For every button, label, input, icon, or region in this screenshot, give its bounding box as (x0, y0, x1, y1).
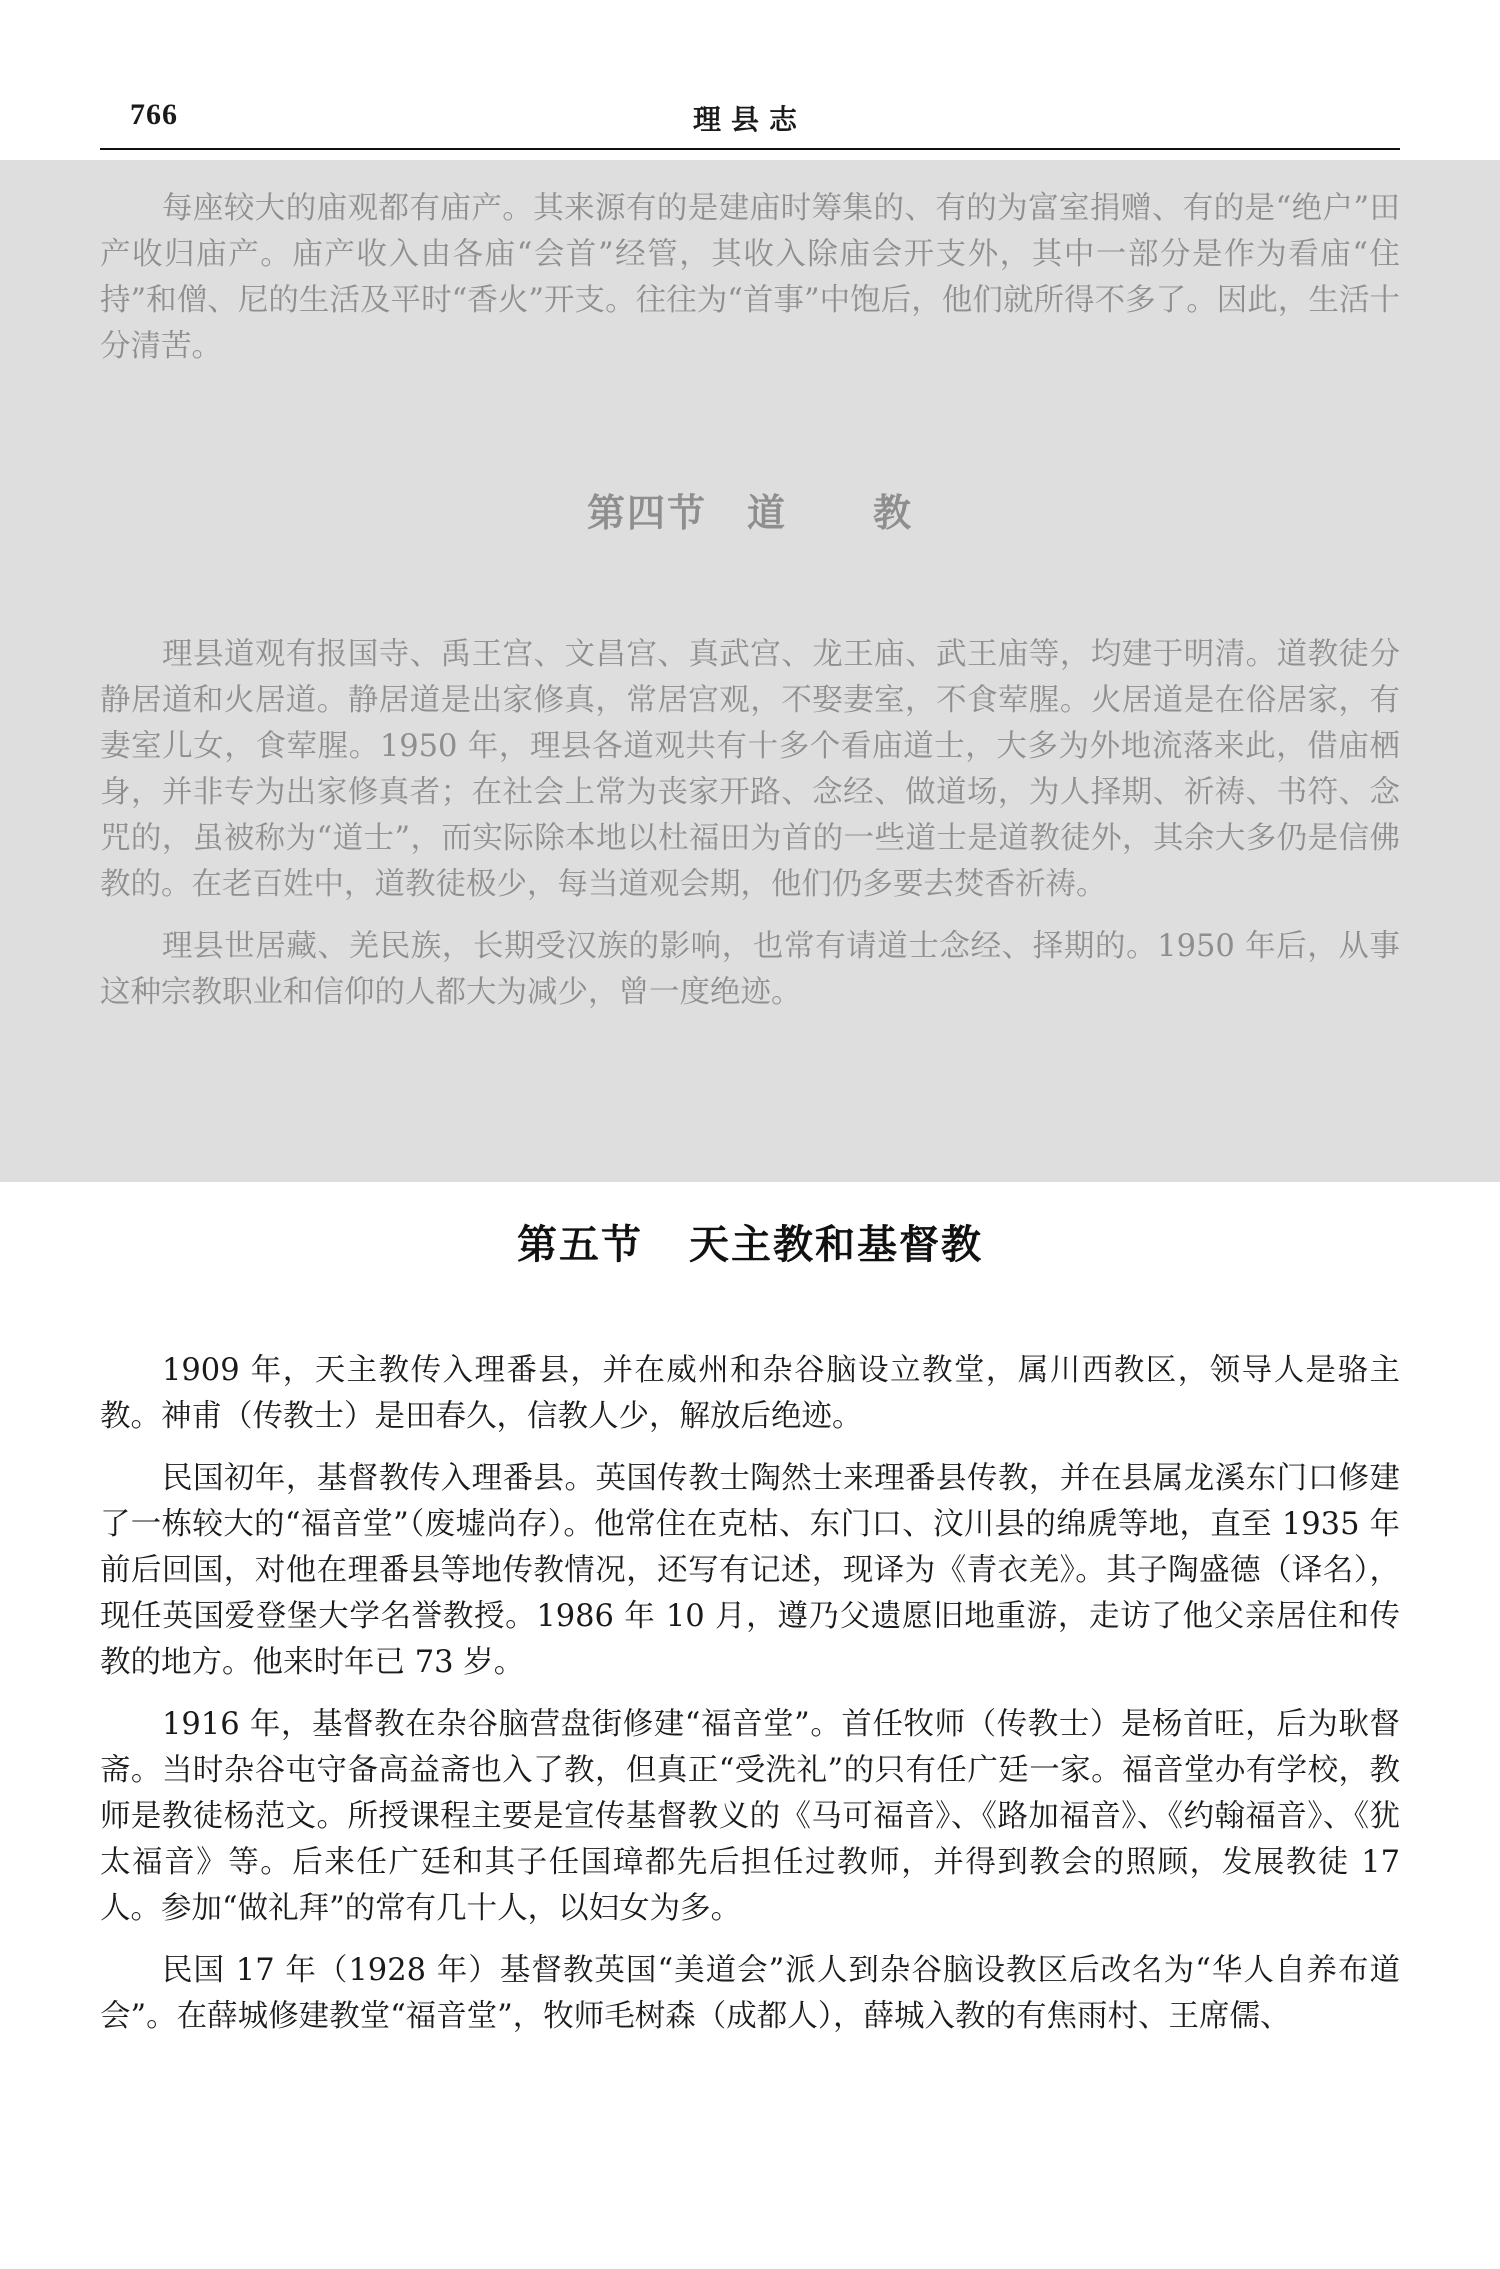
body-text (100, 1348, 1400, 2056)
paragraph-catholicism: 1909 年，天主教传入理番县，并在威州和杂谷脑设立教堂，属川西教区，领导人是骆主教。神甫（传教士）是田春久，信教人少，解放后绝迹。 (100, 1353, 1400, 1434)
section-5-title (0, 1213, 1500, 1270)
section-5-title-text: 天主教和基督教 (689, 1221, 983, 1268)
header-rule (100, 148, 1400, 150)
page-header (100, 98, 1400, 140)
section-4-title-char-1: 道 (746, 490, 787, 535)
section-4-title-char-2: 教 (873, 490, 914, 535)
paragraph-temple-property: 每座较大的庙观都有庙产。其来源有的是建庙时筹集的、有的为富室捐赠、有的是“绝户”田产收归庙产。庙产收入由各庙“会首”经管，其收入除庙会开支外，其中一部分是作为看庙“住持”和僧、尼的生活及平时“香火”开支。往往为“首事”中饱后，他们就所得不多了。因此，生活十分清苦。 (100, 191, 1400, 364)
running-title: 理县志 (692, 103, 807, 136)
shaded-text-bottom (100, 632, 1400, 1032)
page-number: 766 (130, 98, 178, 131)
section-4-number: 第四节 (586, 490, 707, 535)
paragraph-mission-society: 民国 17 年（1928 年）基督教英国“美道会”派人到杂谷脑设教区后改名为“华人自养布道会”。在薛城修建教堂“福音堂”，牧师毛树森（成都人），薛城入教的有焦雨村、王席儒、 (100, 1953, 1400, 2034)
paragraph-taoism-decline: 理县世居藏、羌民族，长期受汉族的影响，也常有请道士念经、择期的。1950 年后，从事这种宗教职业和信仰的人都大为减少，曾一度绝迹。 (100, 929, 1400, 1010)
section-4-title (0, 482, 1500, 537)
shaded-region (0, 160, 1500, 1182)
paragraph-taoist-temples: 理县道观有报国寺、禹王宫、文昌宫、真武宫、龙王庙、武王庙等，均建于明清。道教徒分静居道和火居道。静居道是出家修真，常居宫观，不娶妻室，不食荤腥。火居道是在俗居家，有妻室儿女，食荤腥。1950 年，理县各道观共有十多个看庙道士，大多为外地流落来此，借庙栖身，并非专为出家修真者；在社会上常为丧家开路、念经、做道场，为人择期、祈祷、书符、念咒的，虽被称为“道士”，而实际除本地以杜福田为首的一些道士是道教徒外，其余大多仍是信佛教的。在老百姓中，道教徒极少，每当道观会期，他们仍多要去焚香祈祷。 (100, 637, 1400, 902)
shaded-text-top (100, 186, 1400, 386)
paragraph-gospel-hall: 1916 年，基督教在杂谷脑营盘街修建“福音堂”。首任牧师（传教士）是杨首旺，后为耿督斋。当时杂谷屯守备高益斋也入了教，但真正“受洗礼”的只有任广廷一家。福音堂办有学校，教师是教徒杨范文。所授课程主要是宣传基督教义的《马可福音》、《路加福音》、《约翰福音》、《犹太福音》等。后来任广廷和其子任国璋都先后担任过教师，并得到教会的照顾，发展教徒 17 人。参加“做礼拜”的常有几十人，以妇女为多。 (100, 1707, 1400, 1926)
section-5-number: 第五节 (517, 1221, 643, 1268)
paragraph-protestant-arrival: 民国初年，基督教传入理番县。英国传教士陶然士来理番县传教，并在县属龙溪东门口修建了一栋较大的“福音堂”（废墟尚存）。他常住在克枯、东门口、汶川县的绵虒等地，直至 1935 年前后回国，对他在理番县等地传教情况，还写有记述，现译为《青衣羌》。其子陶盛德（译名），现任英国爱登堡大学名誉教授。1986 年 10 月，遵乃父遗愿旧地重游，走访了他父亲居住和传教的地方。他来时年已 73 岁。 (100, 1461, 1400, 1680)
